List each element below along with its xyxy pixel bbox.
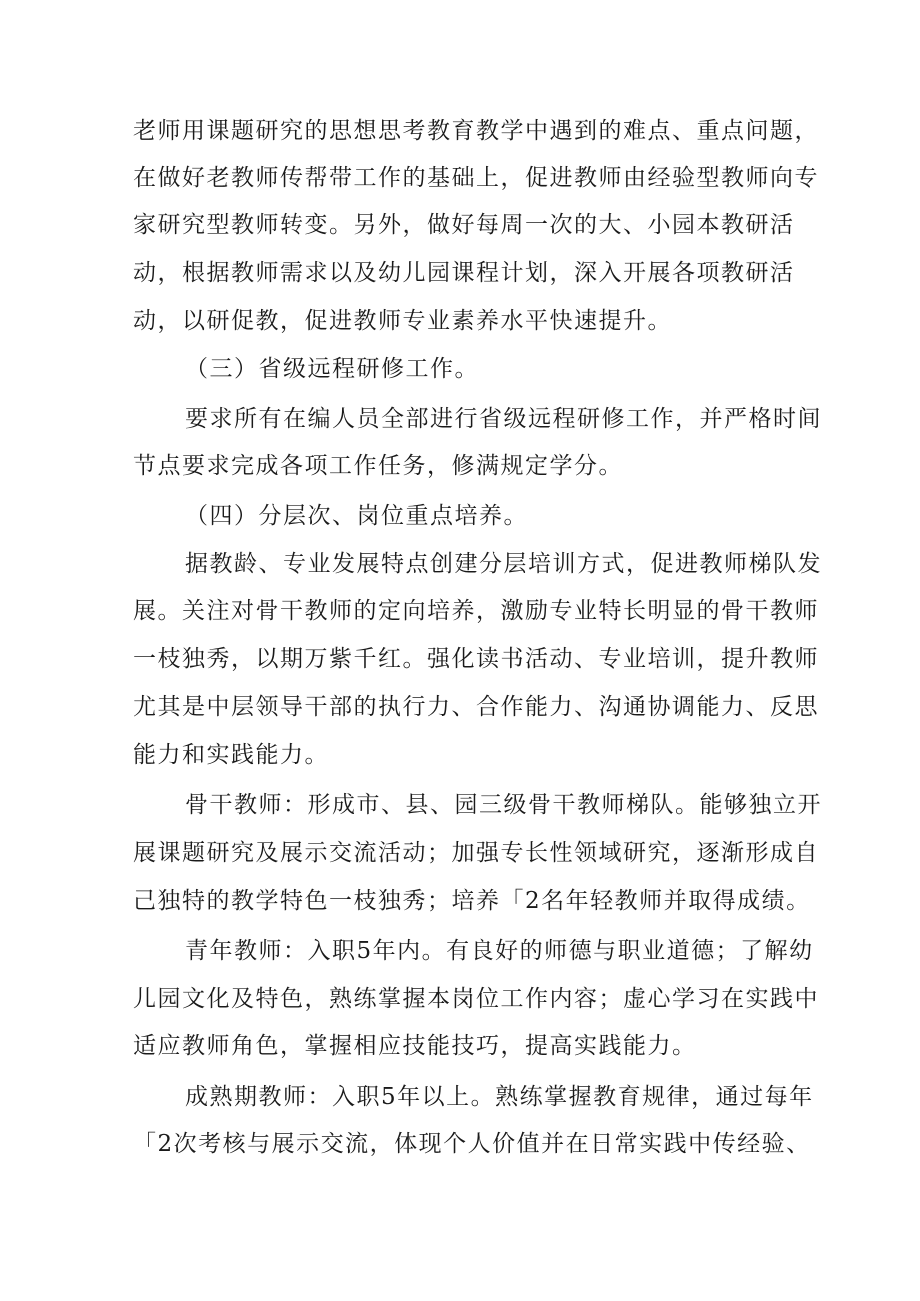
text-line-10: 据教龄、专业发展特点创建分层培训方式，促进教师梯队发 [185, 551, 822, 577]
text-line-19: 儿园文化及特色，熟练掌握本岗位工作内容；虚心学习在实践中 [133, 986, 819, 1012]
section-heading-3: （三）省级远程研修工作。 [185, 356, 479, 382]
text-line-16: 展课题研究及展示交流活动；加强专长性领域研究，逐渐形成自 [133, 840, 819, 866]
text-line-12: 一枝独秀，以期万紫千红。强化读书活动、专业培训，提升教师 [133, 646, 819, 672]
text-line-22: 「2次考核与展示交流，体现个人价值并在日常实践中传经验、 [133, 1131, 811, 1157]
text-line-3: 家研究型教师转变。另外，做好每周一次的大、小园本教研活 [133, 212, 795, 238]
text-line-2: 在做好老教师传帮带工作的基础上，促进教师由经验型教师向专 [133, 165, 819, 191]
text-line-18: 青年教师：入职5年内。有良好的师德与职业道德；了解幼 [185, 938, 814, 964]
text-line-7: 要求所有在编人员全部进行省级远程研修工作，并严格时间 [185, 406, 822, 432]
text-line-17: 己独特的教学特色一枝独秀；培养「2名年轻教师并取得成绩。 [133, 888, 811, 914]
text-line-13: 尤其是中层领导干部的执行力、合作能力、沟通协调能力、反思 [133, 694, 819, 720]
text-line-4: 动，根据教师需求以及幼儿园课程计划，深入开展各项教研活 [133, 260, 795, 286]
text-line-21: 成熟期教师：入职5年以上。熟练掌握教育规律，通过每年 [185, 1084, 814, 1110]
text-line-14: 能力和实践能力。 [133, 742, 329, 768]
text-line-11: 展。关注对骨干教师的定向培养，激励专业特长明显的骨干教师 [133, 598, 819, 624]
text-line-1: 老师用课题研究的思想思考教育教学中遇到的难点、重点问题， [133, 118, 819, 144]
text-line-20: 适应教师角色，掌握相应技能技巧，提高实践能力。 [133, 1033, 697, 1059]
text-line-8: 节点要求完成各项工作任务，修满规定学分。 [133, 453, 623, 479]
text-line-15: 骨干教师：形成市、县、园三级骨干教师梯队。能够独立开 [185, 792, 822, 818]
section-heading-4: （四）分层次、岗位重点培养。 [185, 503, 528, 529]
text-line-5: 动，以研促教，促进教师专业素养水平快速提升。 [133, 308, 672, 334]
